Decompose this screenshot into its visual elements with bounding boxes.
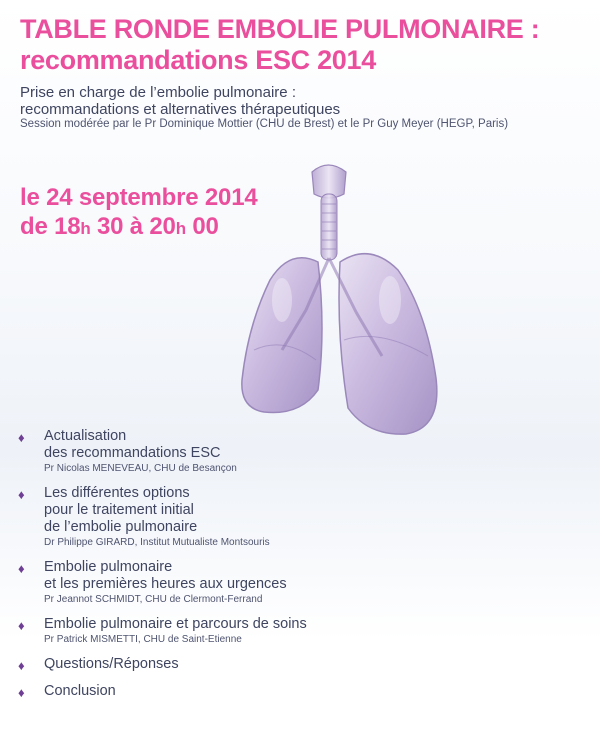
subtitle (20, 84, 590, 118)
diamond-bullet-icon: ♦ (18, 685, 25, 700)
agenda-topic: Questions/Réponses (44, 656, 179, 672)
agenda-speaker: Pr Jeannot SCHMIDT, CHU de Clermont-Ferrand (44, 594, 263, 605)
subtitle-line-1: Prise en charge de l’embolie pulmonaire : (20, 84, 296, 101)
agenda-list (18, 428, 578, 710)
agenda-item (18, 616, 578, 646)
agenda-topic: Embolie pulmonaire et les premières heures aux urgences (44, 559, 287, 592)
session-moderators: Session modérée par le Pr Dominique Mottier (CHU de Brest) et le Pr Guy Meyer (HEGP, Paris) (20, 118, 509, 130)
subtitle-line-2: recommandations et alternatives thérapeutiques (20, 101, 341, 118)
diamond-bullet-icon: ♦ (18, 658, 25, 673)
event-date: le 24 septembre 2014 (20, 184, 258, 211)
agenda-topic: Actualisation des recommandations ESC (44, 428, 221, 461)
agenda-item (18, 485, 578, 549)
agenda-topic: Les différentes options pour le traitement initial de l’embolie pulmonaire (44, 485, 198, 535)
agenda-item (18, 428, 578, 475)
agenda-speaker: Pr Patrick MISMETTI, CHU de Saint-Etienne (44, 634, 242, 645)
diamond-bullet-icon: ♦ (18, 618, 25, 633)
agenda-speaker: Pr Nicolas MENEVEAU, CHU de Besançon (44, 463, 237, 474)
agenda-topic: Conclusion (44, 683, 116, 699)
page-title (20, 14, 590, 76)
agenda-speaker: Dr Philippe GIRARD, Institut Mutualiste Montsouris (44, 537, 270, 548)
diamond-bullet-icon: ♦ (18, 487, 25, 502)
lungs-illustration (230, 150, 490, 450)
agenda-topic: Embolie pulmonaire et parcours de soins (44, 616, 307, 632)
title-line-1: TABLE RONDE EMBOLIE PULMONAIRE : (20, 14, 540, 44)
agenda-item (18, 656, 578, 673)
agenda-item (18, 683, 578, 700)
title-line-2: recommandations ESC 2014 (20, 45, 376, 75)
event-time: de 18h 30 à 20h 00 (20, 213, 219, 240)
diamond-bullet-icon: ♦ (18, 430, 25, 445)
agenda-item (18, 559, 578, 606)
diamond-bullet-icon: ♦ (18, 561, 25, 576)
